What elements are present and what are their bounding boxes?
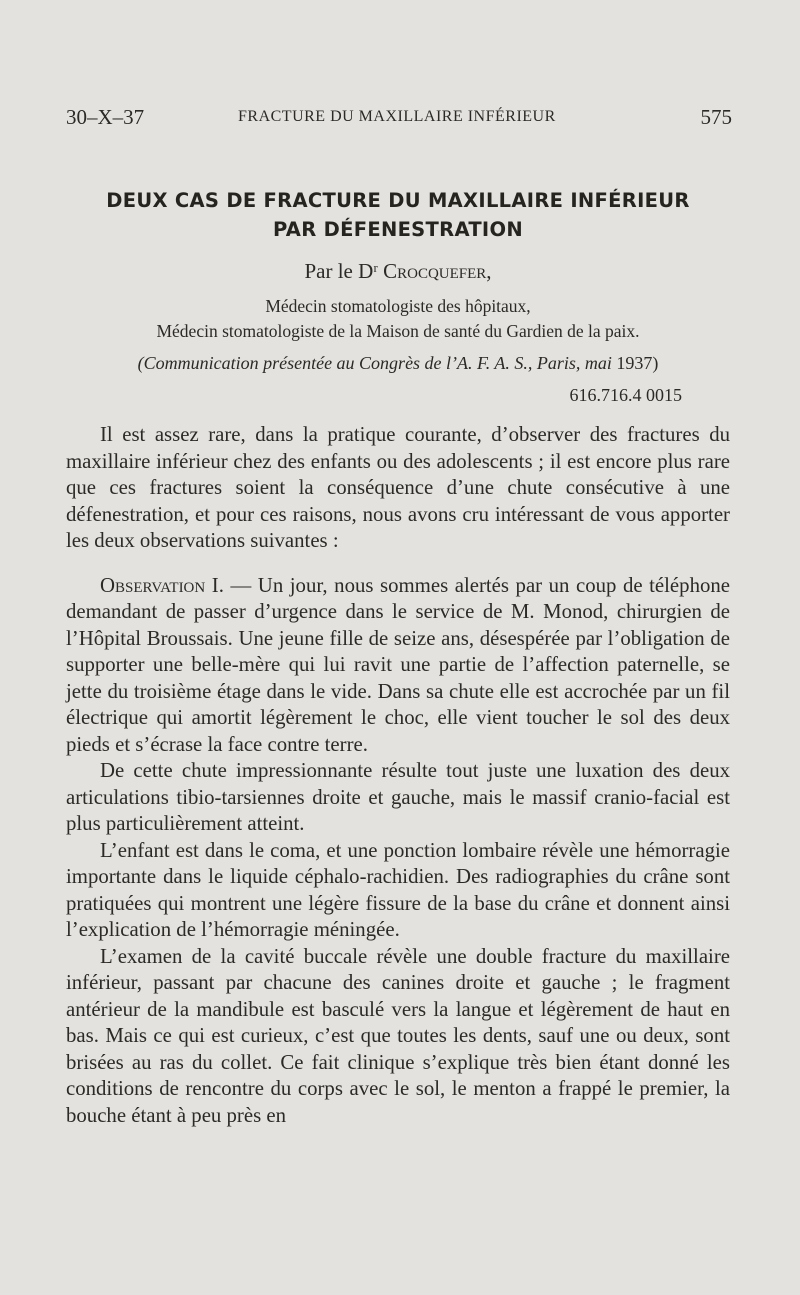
paragraph-3: De cette chute impressionnante résulte tout juste une luxation des deux articulations tibio-tarsiennes droite et gauche, mais le massif cranio-facial est plus particulièrement atteint. bbox=[66, 759, 730, 835]
author-name: Crocquefer, bbox=[383, 259, 492, 283]
running-head-date: 30–X–37 bbox=[66, 105, 145, 129]
running-head-title: FRACTURE DU MAXILLAIRE INFÉRIEUR bbox=[238, 108, 556, 125]
page-number: 575 bbox=[700, 105, 732, 129]
classification-code: 616.716.4 0015 bbox=[569, 385, 682, 405]
paragraph-5: L’examen de la cavité buccale révèle une double fracture du maxillaire inférieur, passant par chacune des canines droite et gauche ; le fragment antérieur de la mandibule est basculé vers la langue et légèrement de haut en bas. Mais ce qui est curieux, c’est que toutes les dents, sauf une ou deux, sont brisées au ras du collet. Ce fait clinique s’explique très bien étant donné les conditions de rencontre du corps avec le sol, le menton a frappé le premier, la bouche étant à peu près en bbox=[66, 944, 730, 1127]
byline-prefix: Par le Dʳ bbox=[304, 259, 384, 283]
communication-year: 1937) bbox=[616, 353, 659, 373]
observation-text: — Un jour, nous sommes alertés par un coup de téléphone demandant de passer d’urgence dans le service de M. Monod, chirurgien de l’Hôpital Broussais. Une jeune fille de seize ans, désespérée par l’obligation de supporter une belle-mère qui lui ravit une partie de l’affection paternelle, se jette du troisième étage dans le vide. Dans sa chute elle est accrochée par un fil électrique qui amortit légèrement le choc, elle vient toucher le sol des deux pieds et s’écrase la face contre terre. bbox=[66, 573, 730, 756]
article-title bbox=[66, 186, 730, 244]
author-affiliations bbox=[66, 294, 730, 344]
article-title-line-1: DEUX CAS DE FRACTURE DU MAXILLAIRE INFÉRIEUR bbox=[106, 189, 690, 212]
paragraph-observation-1 bbox=[66, 573, 730, 759]
affiliation-line-2: Médecin stomatologiste de la Maison de santé du Gardien de la paix. bbox=[156, 321, 640, 341]
article-body bbox=[66, 422, 730, 1129]
paragraph-4: L’enfant est dans le coma, et une ponction lombaire révèle une hémorragie importante dans le liquide céphalo-rachidien. Des radiographies du crâne sont pratiquées qui montrent une légère fissure de la base du crâne et donnent ainsi l’explication de l’hémorragie méningée. bbox=[66, 838, 730, 941]
article-title-line-2: PAR DÉFENESTRATION bbox=[273, 218, 523, 241]
observation-heading: Observation I. bbox=[100, 573, 224, 597]
paragraph-intro: Il est assez rare, dans la pratique courante, d’observer des fractures du maxillaire inférieur chez des enfants ou des adolescents ; il est encore plus rare que ces fractures soient la conséquence d’une chute consécutive à une défenestration, et pour ces raisons, nous avons cru intéressant de vous apporter les deux observations suivantes : bbox=[66, 423, 730, 552]
byline bbox=[66, 256, 730, 286]
communication-note bbox=[66, 350, 730, 376]
affiliation-line-1: Médecin stomatologiste des hôpitaux, bbox=[265, 296, 531, 316]
running-head bbox=[66, 104, 732, 130]
communication-text: (Communication présentée au Congrès de l’A. F. A. S., Paris, mai bbox=[137, 353, 617, 373]
